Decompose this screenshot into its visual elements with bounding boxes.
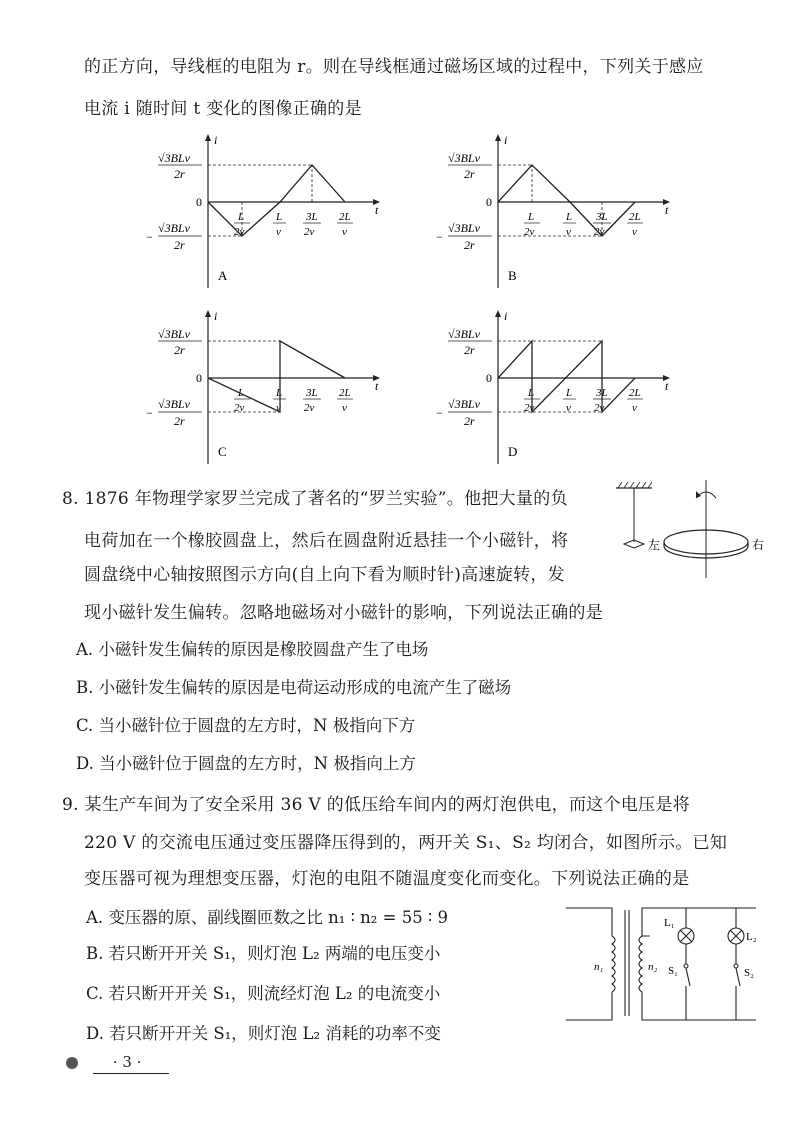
q8-line-1: 8. 1876 年物理学家罗兰完成了著名的“罗兰实验”。他把大量的负 — [62, 489, 568, 509]
tick-1-den: 2v — [234, 226, 245, 238]
left-label: 左 — [648, 538, 661, 552]
negative-current-label: √3BLv — [448, 397, 480, 411]
tick-4-num: 2L — [339, 211, 351, 223]
tick-4-den: v — [342, 402, 347, 414]
origin-label: 0 — [486, 371, 492, 385]
graph-d — [436, 308, 676, 468]
tick-2-num: L — [566, 387, 573, 399]
switch-s2-icon — [736, 968, 740, 986]
q8-option-d[interactable]: D. 当小磁针位于圆盘的左方时，N 极指向上方 — [76, 754, 416, 773]
positive-current-label: √3BLv — [448, 151, 480, 165]
tick-4-num: 2L — [339, 387, 351, 399]
origin-label: 0 — [486, 195, 492, 209]
n1-label: n₁ — [594, 961, 604, 973]
negative-current-denominator: 2r — [174, 238, 185, 252]
l1-label: L₁ — [664, 917, 675, 929]
tick-1-num: L — [528, 211, 535, 223]
tick-2-num: L — [276, 211, 283, 223]
graph-label: B — [508, 268, 517, 283]
tick-3-num: 3L — [306, 211, 318, 223]
q8-line-3: 圆盘绕中心轴按照图示方向(自上向下看为顺时针)高速旋转，发 — [84, 565, 565, 585]
origin-label: 0 — [196, 371, 202, 385]
graph-label: C — [218, 444, 227, 459]
negative-sign: − — [436, 230, 443, 244]
positive-current-label: √3BLv — [158, 151, 190, 165]
negative-sign: − — [146, 406, 153, 420]
tick-2-den: v — [276, 402, 281, 414]
tick-3-den: 2v — [594, 226, 605, 238]
n2-label: n₂ — [648, 961, 658, 973]
graph-a — [146, 132, 386, 292]
q8-line-2: 电荷加在一个橡胶圆盘上，然后在圆盘附近悬挂一个小磁针，将 — [84, 531, 569, 551]
s1-label: S₁ — [668, 965, 678, 977]
footer — [66, 1053, 169, 1071]
tick-3-num: 3L — [596, 387, 608, 399]
tick-4-den: v — [632, 402, 637, 414]
intro-line-1: 的正方向，导线框的电阻为 r。则在导线框通过磁场区域的过程中，下列关于感应 — [84, 57, 704, 77]
q9-option-a[interactable]: A. 变压器的原、副线圈匝数之比 n₁ ∶ n₂ = 55 ∶ 9 — [86, 908, 449, 927]
q9-line-1: 9. 某生产车间为了安全采用 36 V 的低压给车间内的两灯泡供电，而这个电压是将 — [62, 795, 691, 815]
tick-3-num: 3L — [596, 211, 608, 223]
negative-current-denominator: 2r — [174, 414, 185, 428]
tick-1-den: 2v — [524, 402, 535, 414]
negative-sign: − — [146, 230, 153, 244]
negative-current-label: √3BLv — [158, 397, 190, 411]
q8-line-4: 现小磁针发生偏转。忽略地磁场对小磁针的影响，下列说法正确的是 — [84, 603, 603, 623]
tick-2-num: L — [276, 387, 283, 399]
i-axis-label: i — [504, 309, 508, 323]
transformer-circuit-figure — [566, 906, 778, 1024]
i-axis-label: i — [214, 309, 218, 323]
tick-1-den: 2v — [234, 402, 245, 414]
tick-4-den: v — [342, 226, 347, 238]
intro-line-2: 电流 i 随时间 t 变化的图像正确的是 — [84, 99, 362, 119]
t-axis-label: t — [665, 203, 669, 217]
origin-label: 0 — [196, 195, 202, 209]
tick-1-num: L — [238, 211, 245, 223]
q8-option-b[interactable]: B. 小磁针发生偏转的原因是电荷运动形成的电流产生了磁场 — [76, 678, 512, 697]
q9-option-d[interactable]: D. 若只断开开关 S₁，则灯泡 L₂ 消耗的功率不变 — [86, 1024, 441, 1043]
i-axis-label: i — [214, 133, 218, 147]
graph-b — [436, 132, 676, 292]
tick-1-den: 2v — [524, 226, 535, 238]
s2-label: S₂ — [744, 967, 754, 979]
page-number: · 3 · — [93, 1053, 170, 1074]
graph-label: D — [508, 444, 518, 459]
negative-current-label: √3BLv — [158, 221, 190, 235]
graph-label: A — [218, 268, 228, 283]
positive-current-denominator: 2r — [174, 343, 185, 357]
negative-current-denominator: 2r — [464, 414, 475, 428]
q9-line-2: 220 V 的交流电压通过变压器降压得到的，两开关 S₁、S₂ 均闭合，如图所示。已知 — [84, 833, 728, 853]
q9-option-b[interactable]: B. 若只断开开关 S₁，则灯泡 L₂ 两端的电压变小 — [86, 944, 441, 963]
t-axis-label: t — [665, 379, 669, 393]
tick-1-num: L — [528, 387, 535, 399]
switch-s1-icon — [686, 968, 690, 986]
t-axis-label: t — [375, 203, 379, 217]
i-axis-label: i — [504, 133, 508, 147]
positive-current-label: √3BLv — [158, 327, 190, 341]
tick-2-den: v — [566, 226, 571, 238]
positive-current-denominator: 2r — [464, 343, 475, 357]
q8-option-a[interactable]: A. 小磁针发生偏转的原因是橡胶圆盘产生了电场 — [76, 640, 429, 659]
rowland-experiment-figure — [612, 478, 782, 583]
tick-3-num: 3L — [306, 387, 318, 399]
q8-option-c[interactable]: C. 当小磁针位于圆盘的左方时，N 极指向下方 — [76, 716, 416, 735]
negative-sign: − — [436, 406, 443, 420]
negative-current-denominator: 2r — [464, 238, 475, 252]
logo-icon — [66, 1057, 78, 1069]
right-label: 右 — [752, 538, 765, 552]
t-axis-label: t — [375, 379, 379, 393]
q9-option-c[interactable]: C. 若只断开开关 S₁，则流经灯泡 L₂ 的电流变小 — [86, 984, 441, 1003]
graph-c — [146, 308, 386, 468]
tick-1-num: L — [238, 387, 245, 399]
tick-3-den: 2v — [594, 402, 605, 414]
l2-label: L₂ — [746, 931, 757, 943]
positive-current-denominator: 2r — [464, 167, 475, 181]
tick-2-num: L — [566, 211, 573, 223]
positive-current-label: √3BLv — [448, 327, 480, 341]
tick-4-num: 2L — [629, 387, 641, 399]
tick-4-den: v — [632, 226, 637, 238]
tick-2-den: v — [566, 402, 571, 414]
positive-current-denominator: 2r — [174, 167, 185, 181]
tick-4-num: 2L — [629, 211, 641, 223]
negative-current-label: √3BLv — [448, 221, 480, 235]
tick-3-den: 2v — [304, 402, 315, 414]
q9-line-3: 变压器可视为理想变压器，灯泡的电阻不随温度变化而变化。下列说法正确的是 — [84, 869, 690, 889]
tick-2-den: v — [276, 226, 281, 238]
tick-3-den: 2v — [304, 226, 315, 238]
